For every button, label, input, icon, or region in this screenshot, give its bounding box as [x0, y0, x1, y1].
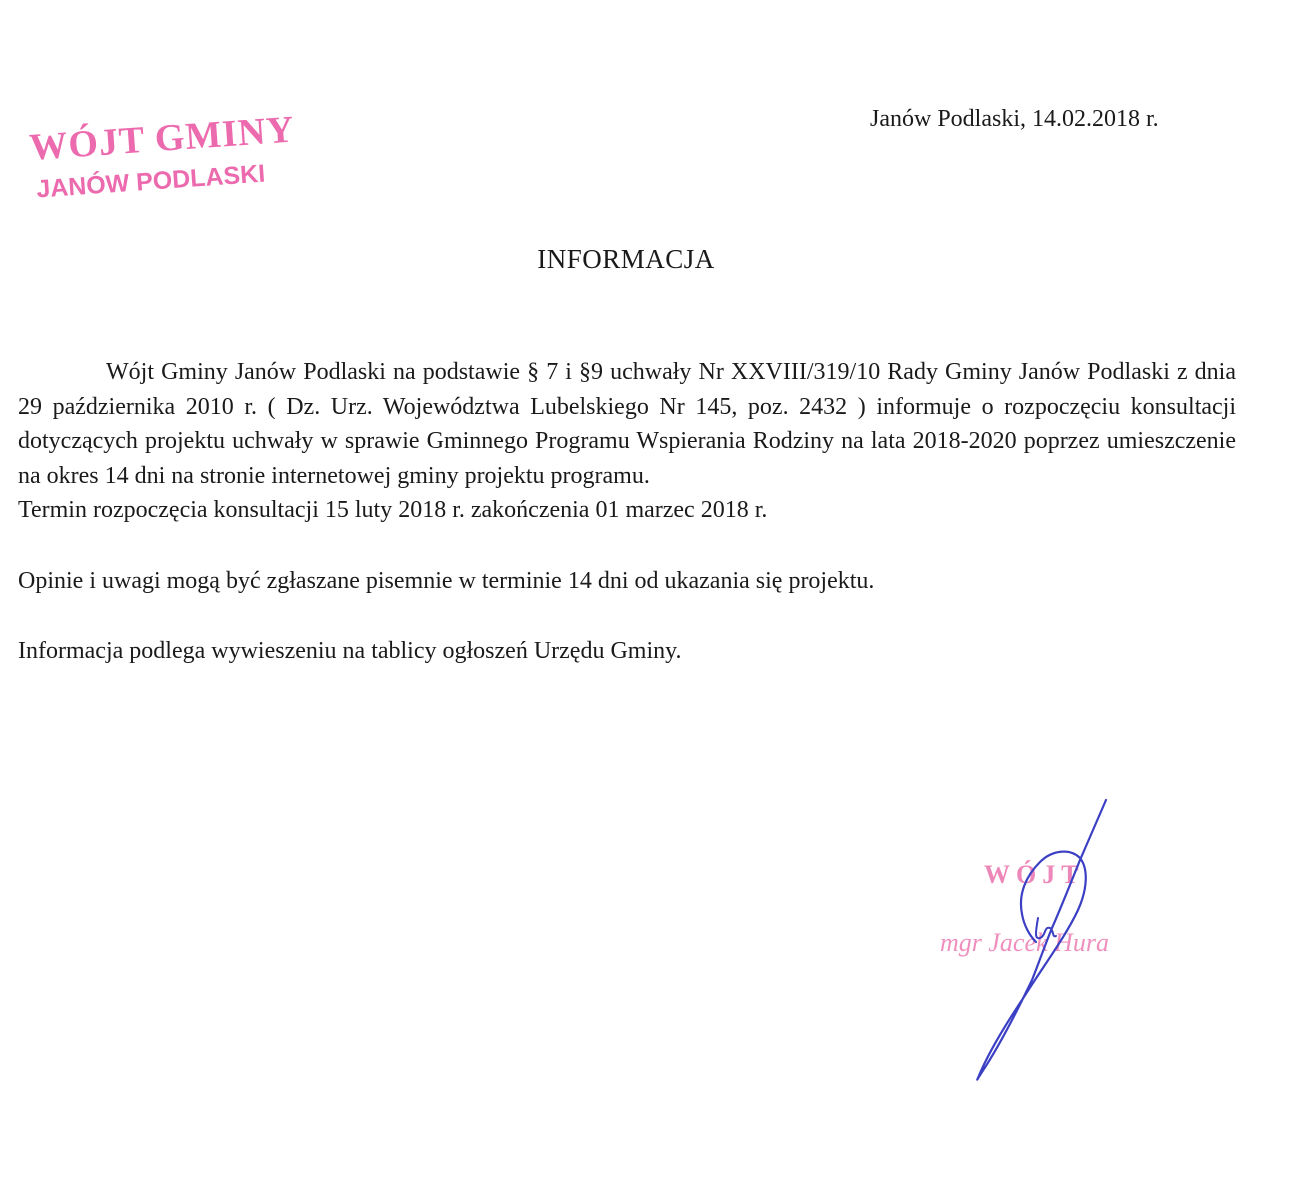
paragraph-opinions: Opinie i uwagi mogą być zgłaszane pisemnie w terminie 14 dni od ukazania się projektu. [18, 567, 875, 594]
signature-block [920, 790, 1250, 1100]
document-body [18, 355, 1236, 669]
office-stamp [28, 105, 334, 226]
paragraph-dates: Termin rozpoczęcia konsultacji 15 luty 2018 r. zakończenia 01 marzec 2018 r. [18, 497, 768, 523]
document-title: INFORMACJA [537, 244, 715, 274]
paragraph-posting: Informacja podlega wywieszeniu na tablicy ogłoszeń Urzędu Gminy. [18, 638, 682, 664]
signature-stamp-name: mgr Jacek Hura [940, 928, 1109, 957]
handwritten-signature [920, 790, 1250, 1100]
place-and-date: Janów Podlaski, 14.02.2018 r. [870, 106, 1159, 132]
office-stamp-line2: JANÓW PODLASKI [35, 159, 267, 204]
office-stamp-line1: WÓJT GMINY [28, 108, 297, 169]
paragraph-consultation: Wójt Gminy Janów Podlaski na podstawie § 7 i §9 uchwały Nr XXVIII/319/10 Rady Gminy Janów Podlaski z dnia 29 października 2010 r. ( Dz. Urz. Województwa Lubelskiego Nr 145, poz. 2432 ) informuje o rozpoczęciu konsultacji dotyczących projektu uchwały w sprawie Gminnego Programu Wspierania Rodziny na lata 2018-2020 poprzez umieszczenie na okres 14 dni na stronie internetowej gminy projektu programu. [18, 359, 1236, 489]
signature-stamp-title: WÓJT [984, 860, 1085, 889]
